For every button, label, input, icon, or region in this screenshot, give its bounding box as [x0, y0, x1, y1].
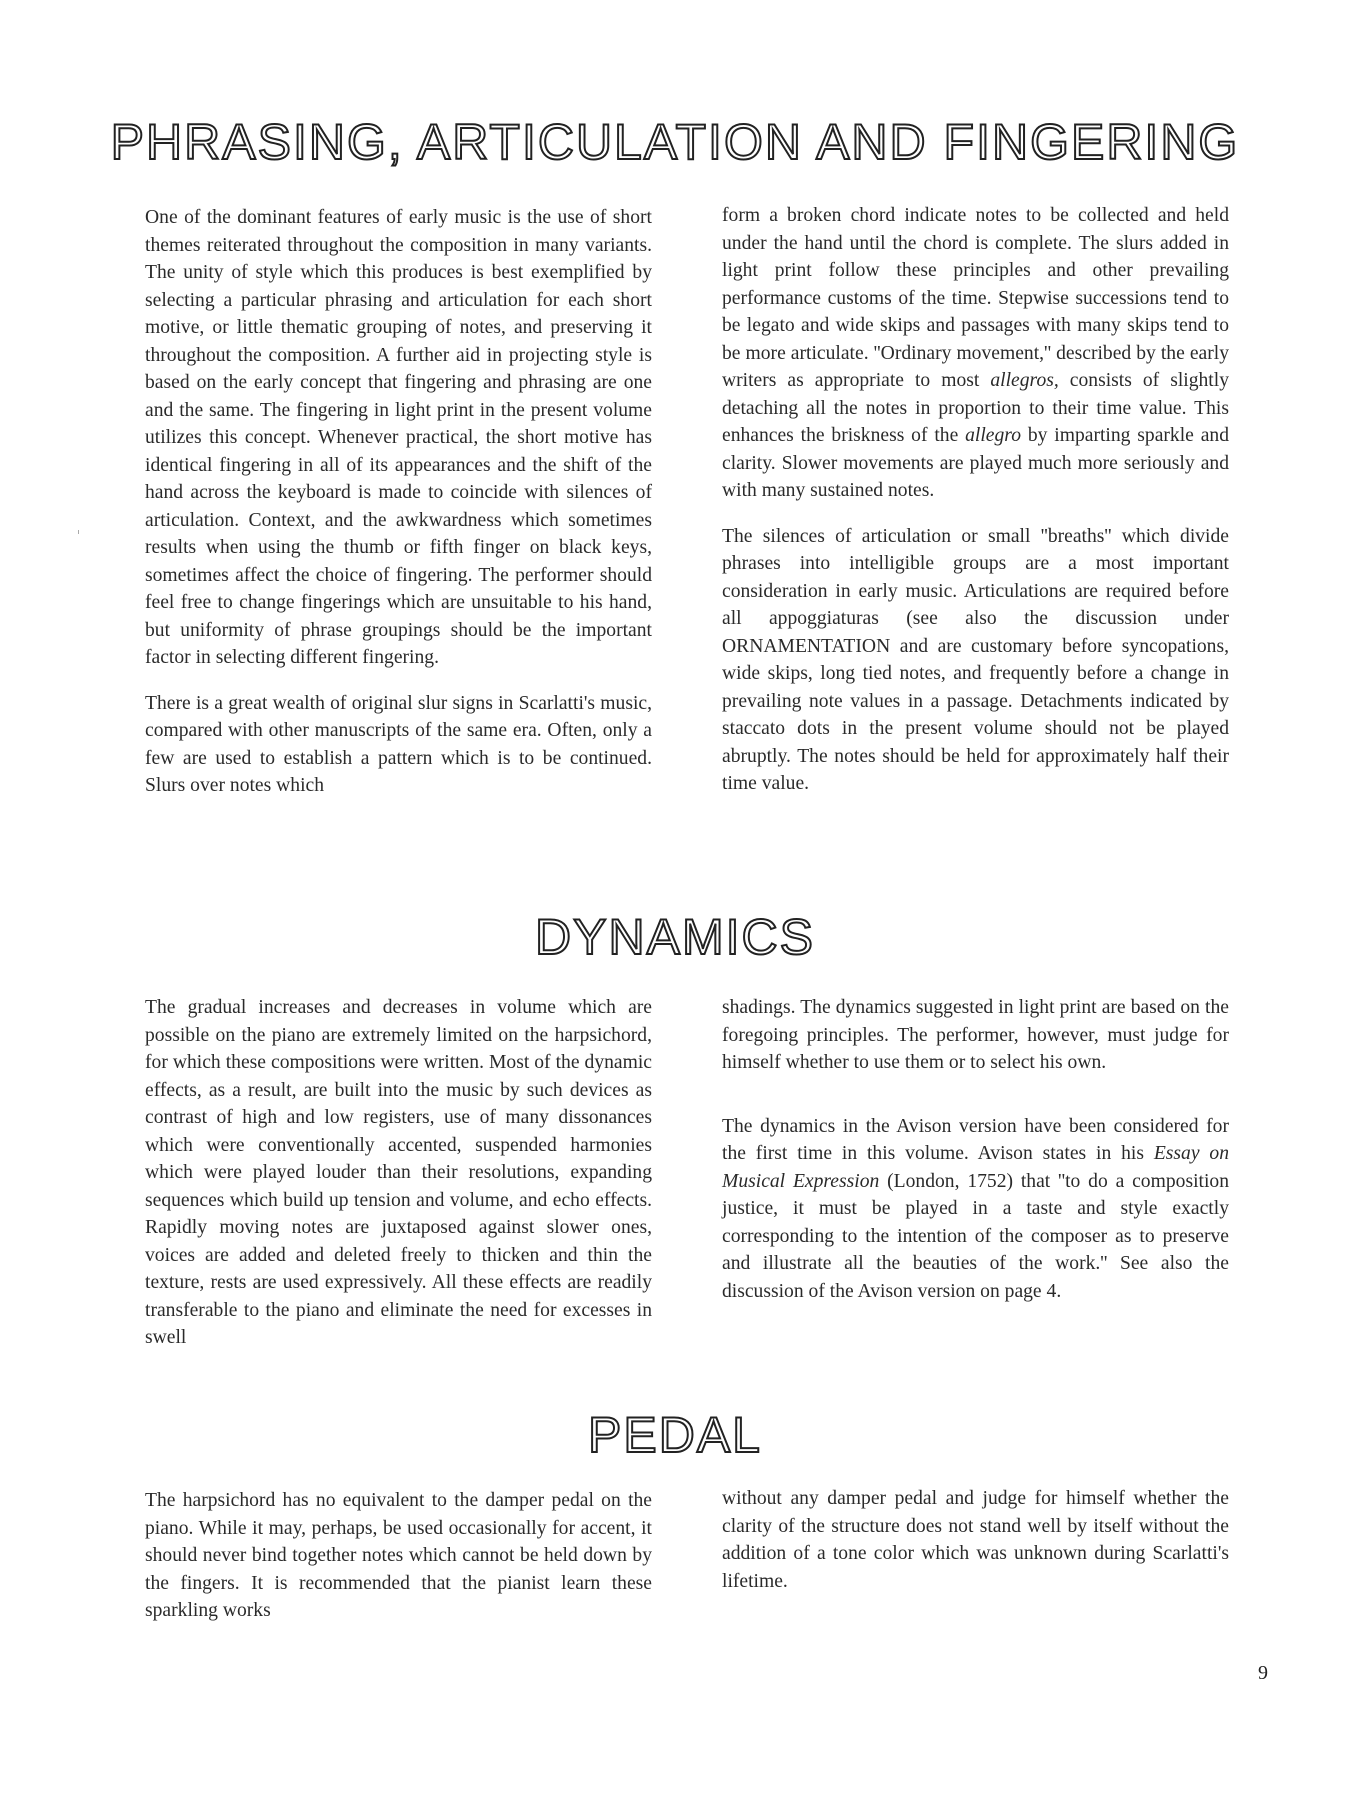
phrasing-paragraph-2: There is a great wealth of original slur signs in Scarlatti's music, compared with other manuscripts of the same era. Often, only a few are used to establish a pattern which is to be continued. Slurs over notes which: [145, 692, 652, 796]
phrasing-p3-emphasis-allegros: allegros,: [990, 370, 1059, 391]
pedal-paragraph-1: The harpsichord has no equivalent to the damper pedal on the piano. While it may, perhaps, be used occasionally for accent, it should never bind together notes which cannot be held down by the fingers. It is recommended that the pianist learn these sparkling works: [145, 1490, 652, 1621]
phrasing-paragraph-1: One of the dominant features of early music is the use of short themes reiterated throughout the composition in many variants. The unity of style which this produces is best exemplified by selecting a particular phrasing and articulation for each short motive, or little thematic grouping of notes, and preserving it throughout the composition. A further aid in projecting style is based on the early concept that fingering and phrasing are one and the same. The fingering in light print in the present volume utilizes this concept. Whenever practical, the short motive has identical fingering in all of its appearances and the shift of the hand across the keyboard is made to coincide with silences of articulation. Context, and the awkwardness which sometimes results when using the thumb or fifth finger on black keys, sometimes affect the choice of fingering. The performer should feel free to change fingerings which are unsuitable to his hand, but uniformity of phrase groupings should be the important factor in selecting different fingering.: [145, 207, 652, 668]
scan-mark: [78, 530, 79, 534]
page-number: 9: [1258, 1662, 1268, 1684]
dynamics-right-column: [722, 994, 1229, 1305]
dynamics-paragraph-3: [722, 1113, 1229, 1306]
phrasing-p3-text-b: consists of slightly detaching all the notes in proportion to their time value. This enhances the briskness of the: [722, 370, 1229, 446]
pedal-left-column: [145, 1487, 652, 1625]
section-heading-dynamics: DYNAMICS: [535, 909, 815, 965]
section-heading-phrasing: PHRASING, ARTICULATION AND FINGERING: [110, 114, 1240, 170]
section-heading-pedal: PEDAL: [588, 1407, 762, 1463]
pedal-right-column: [722, 1485, 1229, 1595]
dynamics-p3-book-title: Essay on Musical Expression: [722, 1143, 1229, 1192]
phrasing-left-column: [145, 204, 652, 800]
dynamics-paragraph-2: shadings. The dynamics suggested in light print are based on the foregoing principles. The performer, however, must judge for himself whether to use them or to select his own.: [722, 997, 1229, 1073]
phrasing-p3-text-a: form a broken chord indicate notes to be collected and held under the hand until the chord is complete. The slurs added in light print follow these principles and other prevailing performance customs of the time. Stepwise successions tend to be legato and wide skips and passages with many skips tend to be more articulate. ''Ordinary movement,'' described by the early writers as appropriate to most: [722, 205, 1229, 391]
phrasing-paragraph-3: [722, 202, 1229, 505]
phrasing-p3-text-c: by imparting sparkle and clarity. Slower movements are played much more seriously and with many sustained notes.: [722, 425, 1229, 501]
phrasing-paragraph-4: The silences of articulation or small ''breaths'' which divide phrases into intelligible groups are a most important consideration in early music. Articulations are required before all appoggiaturas (see also the discussion under ORNAMENTATION and are customary before syncopations, wide skips, long tied notes, and frequently before a change in prevailing note values in a passage. Detachments indicated by staccato dots in the present volume should not be played abruptly. The notes should be held for approximately half their time value.: [722, 525, 1229, 794]
dynamics-p3-text-a: The dynamics in the Avison version have been considered for the first time in this volume. Avison states in his: [722, 1115, 1229, 1164]
phrasing-p3-emphasis-allegro: allegro: [965, 425, 1021, 446]
phrasing-right-column: [722, 202, 1229, 798]
dynamics-left-column: [145, 994, 652, 1352]
dynamics-paragraph-1: The gradual increases and decreases in volume which are possible on the piano are extremely limited on the harpsichord, for which these compositions were written. Most of the dynamic effects, as a result, are built into the music by such devices as contrast of high and low registers, use of many dissonances which were conventionally accented, suspended harmonies which were played louder than their resolutions, expanding sequences which build up tension and volume, and echo effects. Rapidly moving notes are juxtaposed against slower ones, voices are added and deleted freely to thicken and thin the texture, rests are used expressively. All these effects are readily transferable to the piano and eliminate the need for excesses in swell: [145, 997, 652, 1348]
pedal-paragraph-2: without any damper pedal and judge for himself whether the clarity of the structure does not stand well by itself without the addition of a tone color which was unknown during Scarlatti's lifetime.: [722, 1488, 1229, 1592]
dynamics-p3-text-b: (London, 1752) that ''to do a composition justice, it must be played in a taste and style exactly corresponding to the intention of the composer as to preserve and illustrate all the beauties of the work.'' See also the discussion of the Avison version on page 4.: [722, 1170, 1229, 1302]
